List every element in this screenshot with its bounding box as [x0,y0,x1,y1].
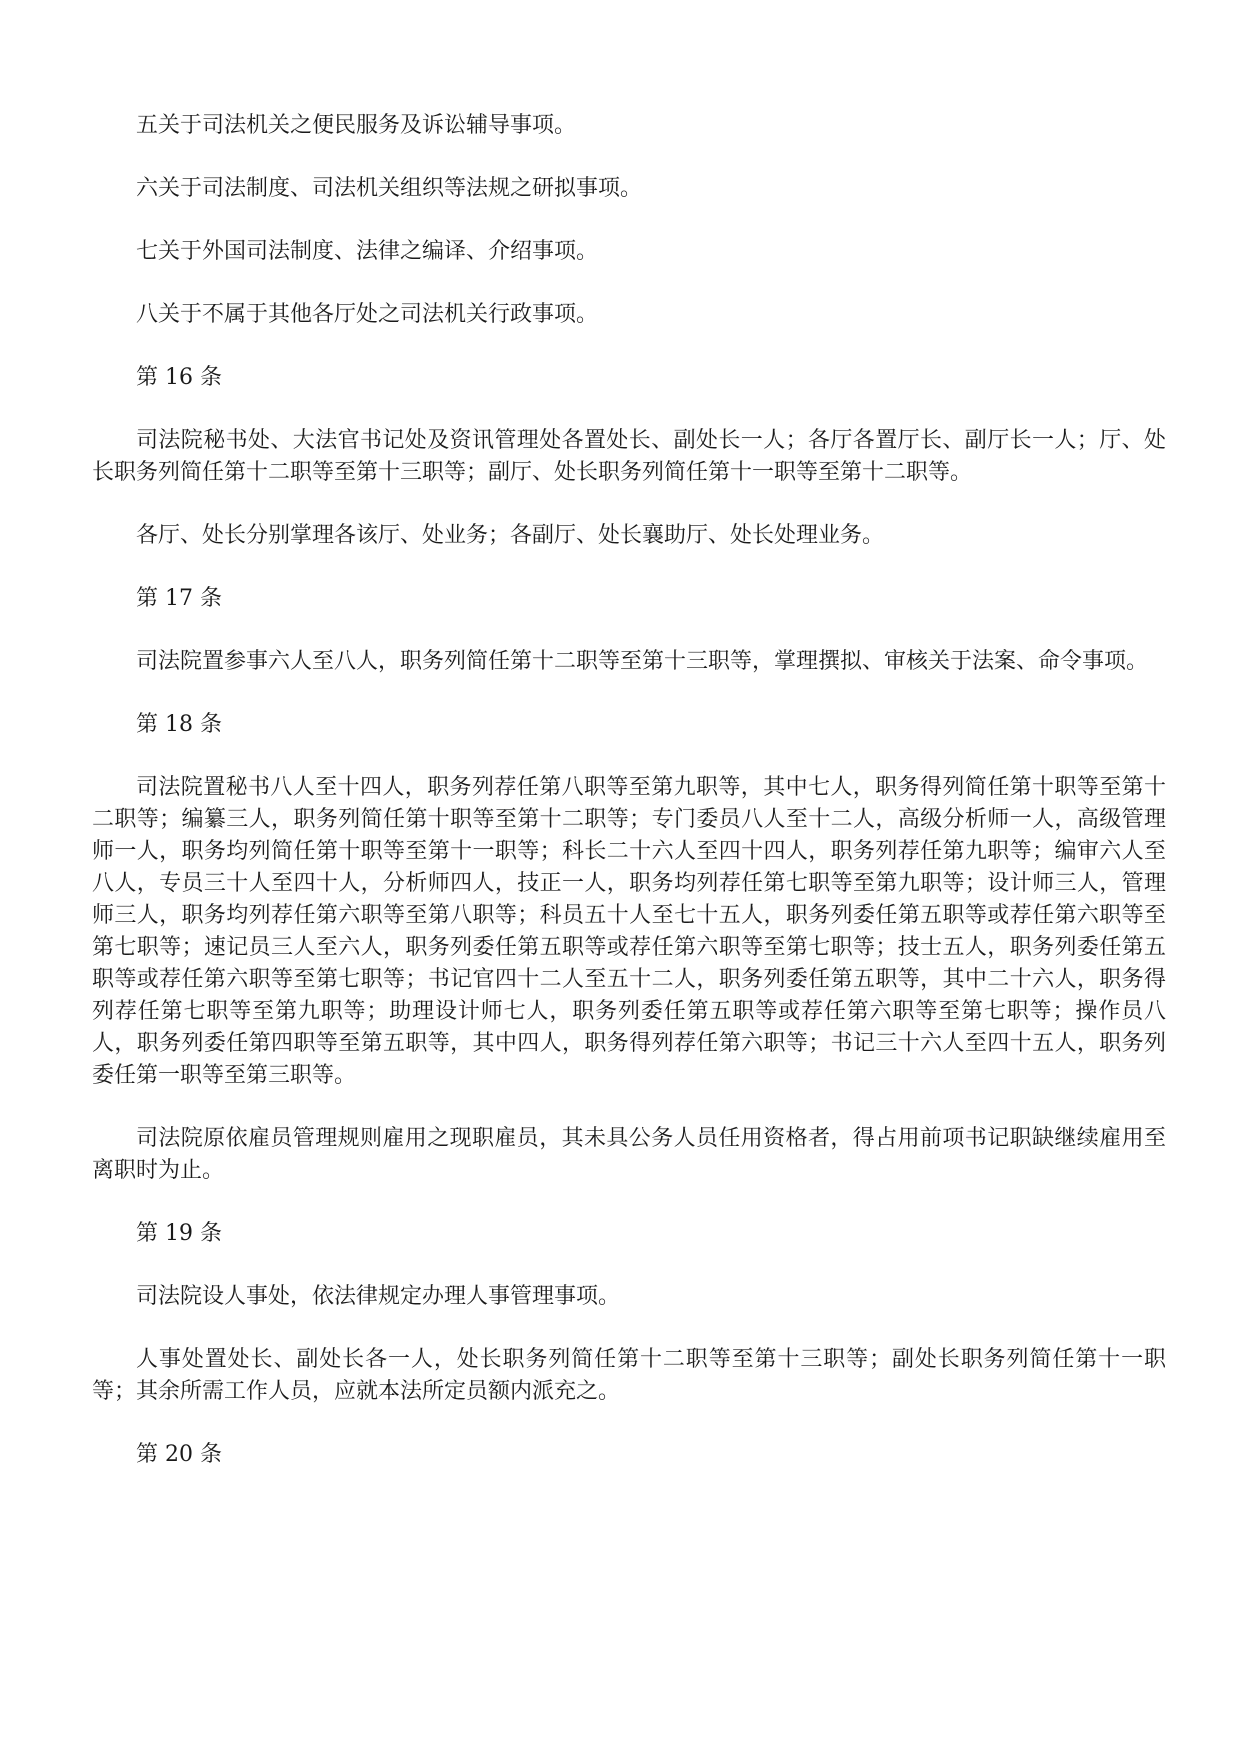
article-18-para-2: 司法院原依雇员管理规则雇用之现职雇员，其未具公务人员任用资格者，得占用前项书记职缺继续雇用至离职时为止。 [92,1126,1166,1183]
article-20-heading: 第 20 条 [136,1442,222,1467]
item-5: 五关于司法机关之便民服务及诉讼辅导事项。 [136,113,577,138]
article-19-heading: 第 19 条 [136,1221,222,1246]
article-17-heading: 第 17 条 [136,586,222,611]
article-18-para-1: 司法院置秘书八人至十四人，职务列荐任第八职等至第九职等，其中七人，职务得列简任第十职等至第十二职等；编纂三人，职务列简任第十职等至第十二职等；专门委员八人至十二人，高级分析师一人，高级管理师一人，职务均列简任第十职等至第十一职等；科长二十六人至四十四人，职务列荐任第九职等；编审六人至八人，专员三十人至四十人，分析师四人，技正一人，职务均列荐任第七职等至第九职等；设计师三人，管理师三人，职务均列荐任第六职等至第八职等；科员五十人至七十五人，职务列委任第五职等或荐任第六职等至第七职等；速记员三人至六人，职务列委任第五职等或荐任第六职等至第七职等；技士五人，职务列委任第五职等或荐任第六职等至第七职等；书记官四十二人至五十二人，职务列委任第五职等，其中二十六人，职务得列荐任第七职等至第九职等；助理设计师七人，职务列委任第五职等或荐任第六职等至第七职等；操作员八人，职务列委任第四职等至第五职等，其中四人，职务得列荐任第六职等；书记三十六人至四十五人，职务列委任第一职等至第三职等。 [92,775,1166,1088]
document-body [92,110,1166,1502]
article-18-heading: 第 18 条 [136,712,222,737]
item-8: 八关于不属于其他各厅处之司法机关行政事项。 [136,302,599,327]
article-17-para-1: 司法院置参事六人至八人，职务列简任第十二职等至第十三职等，掌理撰拟、审核关于法案、命令事项。 [136,649,1149,674]
article-16-para-1: 司法院秘书处、大法官书记处及资讯管理处各置处长、副处长一人；各厅各置厅长、副厅长一人；厅、处长职务列简任第十二职等至第十三职等；副厅、处长职务列简任第十一职等至第十二职等。 [92,428,1166,485]
article-16-heading: 第 16 条 [136,365,222,390]
article-19-para-1: 司法院设人事处，依法律规定办理人事管理事项。 [136,1284,621,1309]
article-16-para-2: 各厅、处长分别掌理各该厅、处业务；各副厅、处长襄助厅、处长处理业务。 [136,523,885,548]
item-6: 六关于司法制度、司法机关组织等法规之研拟事项。 [136,176,643,201]
article-19-para-2: 人事处置处长、副处长各一人，处长职务列简任第十二职等至第十三职等；副处长职务列简任第十一职等；其余所需工作人员，应就本法所定员额内派充之。 [92,1347,1166,1404]
item-7: 七关于外国司法制度、法律之编译、介绍事项。 [136,239,599,264]
